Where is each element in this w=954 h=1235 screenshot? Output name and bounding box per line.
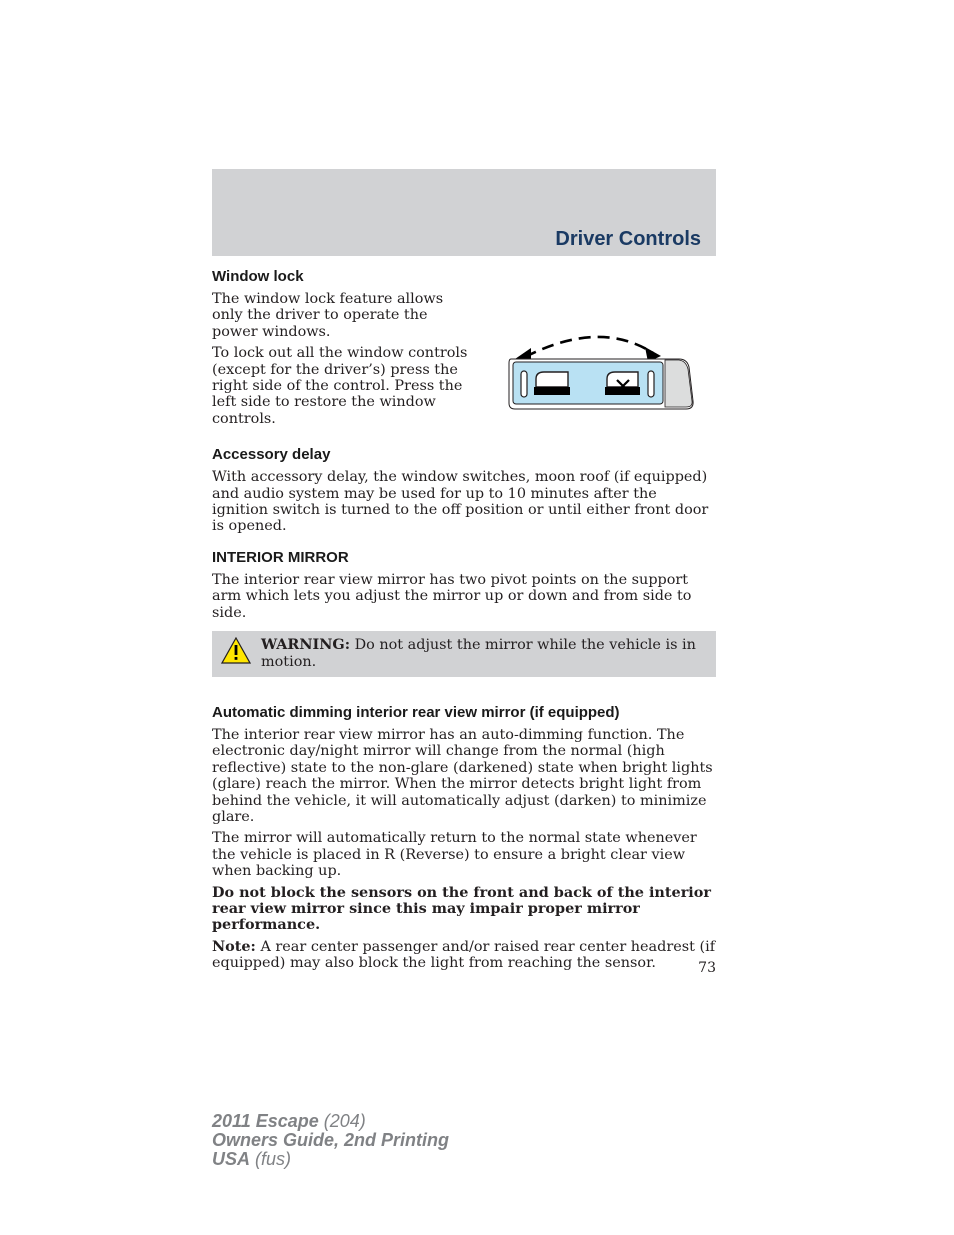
auto-dimming-heading: Automatic dimming interior rear view mirror (if equipped) xyxy=(212,703,620,721)
window-lock-paragraph-1: The window lock feature allows only the driver to operate the power windows. xyxy=(212,291,444,340)
footer-model-code: (204) xyxy=(318,1111,366,1131)
auto-dimming-paragraph-2: The mirror will automatically return to the normal state whenever the vehicle is placed in R (Reverse) to ensure a bright clear view when backing up. xyxy=(212,830,697,880)
footer-model: 2011 Escape xyxy=(212,1111,319,1131)
footer xyxy=(212,1112,449,1169)
warning-text xyxy=(261,637,706,670)
auto-dimming-note xyxy=(212,939,716,972)
header-band xyxy=(212,169,716,256)
window-lock-switch-illustration xyxy=(505,327,700,432)
accessory-delay-section xyxy=(212,445,716,535)
footer-market-code: (fus) xyxy=(250,1149,292,1169)
interior-mirror-paragraph: The interior rear view mirror has two pivot points on the support arm which lets you adjust the mirror up or down and from side to side. xyxy=(212,571,692,621)
page-content xyxy=(212,267,716,977)
auto-dimming-section xyxy=(212,703,716,972)
interior-mirror-heading: INTERIOR MIRROR xyxy=(212,548,349,566)
warning-triangle-icon xyxy=(221,637,251,664)
section-title: Driver Controls xyxy=(555,228,701,250)
warning-box xyxy=(212,631,716,677)
window-lock-paragraph-2: To lock out all the window controls (except for the driver’s) press the right side of the control. Press the left side to restore the window controls. xyxy=(212,345,468,427)
footer-edition: Owners Guide, 2nd Printing xyxy=(212,1130,450,1150)
note-text: A rear center passenger and/or raised rear center headrest (if equipped) may also block the light from reaching the sensor. xyxy=(212,938,716,972)
window-lock-section xyxy=(212,267,716,432)
warning-label: WARNING: xyxy=(261,636,351,654)
auto-dimming-paragraph-1: The interior rear view mirror has an auto-dimming function. The electronic day/night mirror will change from the normal (high reflective) state to the non-glare (darkened) state when bright lights (glare) reach the mirror. When the mirror detects bright light from behind the vehicle, it will automatically adjust (darken) to minimize glare. xyxy=(212,726,713,825)
accessory-delay-paragraph: With accessory delay, the window switches, moon roof (if equipped) and audio system may be used for up to 10 minutes after the ignition switch is turned to the off position or until either front door is opened. xyxy=(212,469,709,535)
page-number: 73 xyxy=(698,960,716,976)
window-unlocked-icon xyxy=(534,372,570,395)
note-label: Note: xyxy=(212,937,256,955)
interior-mirror-section xyxy=(212,548,716,677)
window-locked-icon xyxy=(605,372,640,395)
double-arrow-icon xyxy=(515,337,661,362)
auto-dimming-caution: Do not block the sensors on the front and back of the interior rear view mirror since this may impair proper mirror performance. xyxy=(212,883,711,934)
warning-message: Do not adjust the mirror while the vehicle is in motion. xyxy=(261,637,696,670)
accessory-delay-heading: Accessory delay xyxy=(212,446,331,464)
footer-market: USA xyxy=(212,1149,251,1169)
window-lock-heading: Window lock xyxy=(212,268,304,285)
